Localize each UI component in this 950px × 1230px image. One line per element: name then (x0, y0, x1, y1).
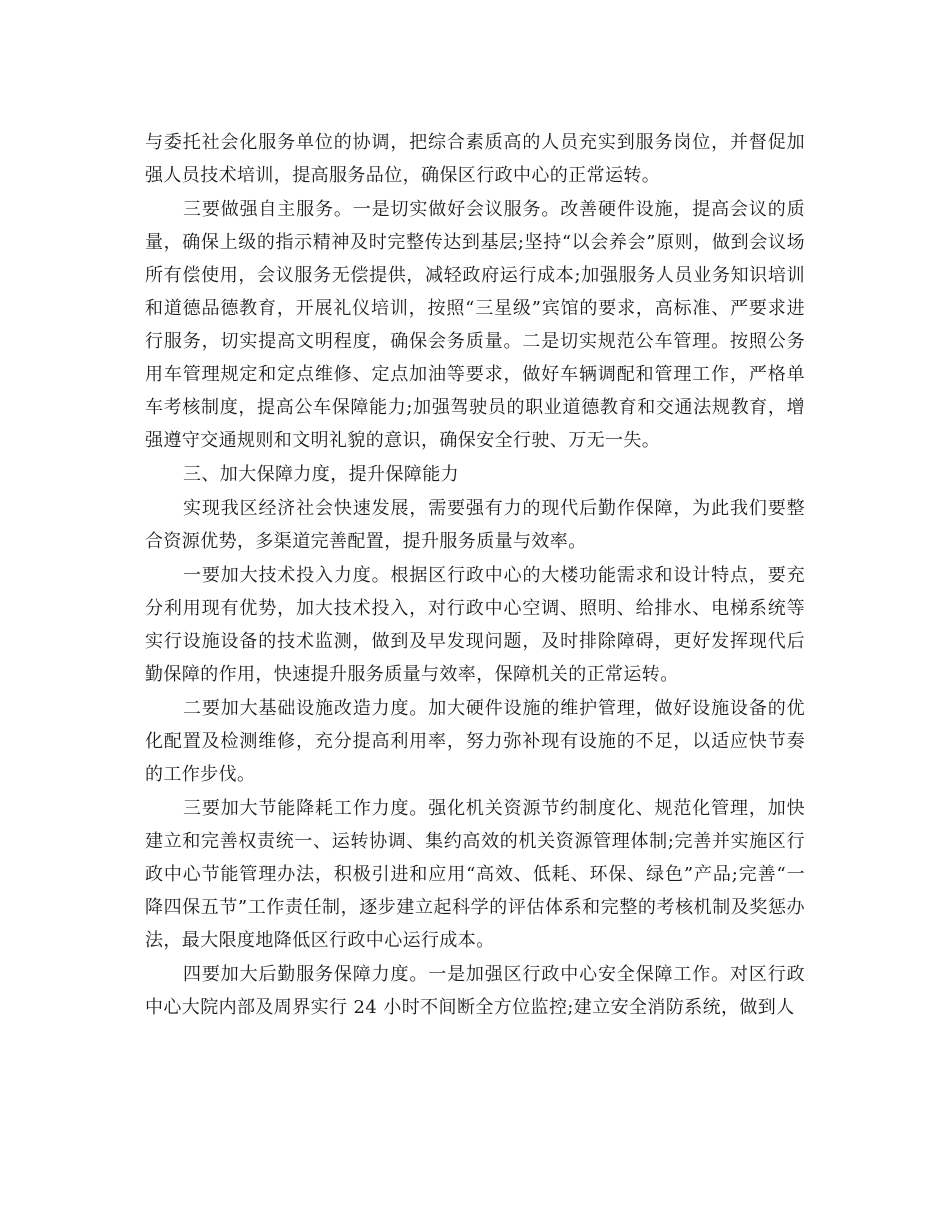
paragraph-energy-saving: 三要加大节能降耗工作力度。强化机关资源节约制度化、规范化管理，加快建立和完善权责统一、运转协调、集约高效的机关资源管理体制;完善并实施区行政中心节能管理办法，积极引进和应用“高效、低耗、环保、绿色”产品;完善“一降四保五节”工作责任制，逐步建立起科学的评估体系和完整的考核机制及奖惩办法，最大限度地降低区行政中心运行成本。 (145, 798, 805, 951)
document-body (145, 126, 805, 1025)
paragraph-logistics-support: 四要加大后勤服务保障力度。一是加强区行政中心安全保障工作。对区行政中心大院内部及周界实行 24 小时不间断全方位监控;建立安全消防系统，做到人 (145, 964, 805, 1018)
paragraph-infrastructure: 二要加大基础设施改造力度。加大硬件设施的维护管理，做好设施设备的优化配置及检测维修，充分提高利用率，努力弥补现有设施的不足，以适应快节奏的工作步伐。 (145, 698, 805, 785)
paragraph-intro: 实现我区经济社会快速发展，需要强有力的现代后勤作保障，为此我们要整合资源优势，多渠道完善配置，提升服务质量与效率。 (145, 498, 805, 552)
section-heading-3: 三、加大保障力度，提升保障能力 (183, 464, 459, 485)
paragraph-continuation: 与委托社会化服务单位的协调，把综合素质高的人员充实到服务岗位，并督促加强人员技术培训，提高服务品位，确保区行政中心的正常运转。 (145, 132, 805, 186)
paragraph-self-service: 三要做强自主服务。一是切实做好会议服务。改善硬件设施，提高会议的质量，确保上级的指示精神及时完整传达到基层;坚持“以会养会”原则，做到会议场所有偿使用，会议服务无偿提供，减轻政府运行成本;加强服务人员业务知识培训和道德品德教育，开展礼仪培训，按照“三星级”宾馆的要求，高标准、严要求进行服务，切实提高文明程度，确保会务质量。二是切实规范公车管理。按照公务用车管理规定和定点维修、定点加油等要求，做好车辆调配和管理工作，严格单车考核制度，提高公车保障能力;加强驾驶员的职业道德教育和交通法规教育，增强遵守交通规则和文明礼貌的意识，确保安全行驶、万无一失。 (145, 199, 805, 451)
paragraph-tech-investment: 一要加大技术投入力度。根据区行政中心的大楼功能需求和设计特点，要充分利用现有优势，加大技术投入，对行政中心空调、照明、给排水、电梯系统等实行设施设备的技术监测，做到及早发现问题，及时排除障碍，更好发挥现代后勤保障的作用，快速提升服务质量与效率，保障机关的正常运转。 (145, 565, 805, 685)
